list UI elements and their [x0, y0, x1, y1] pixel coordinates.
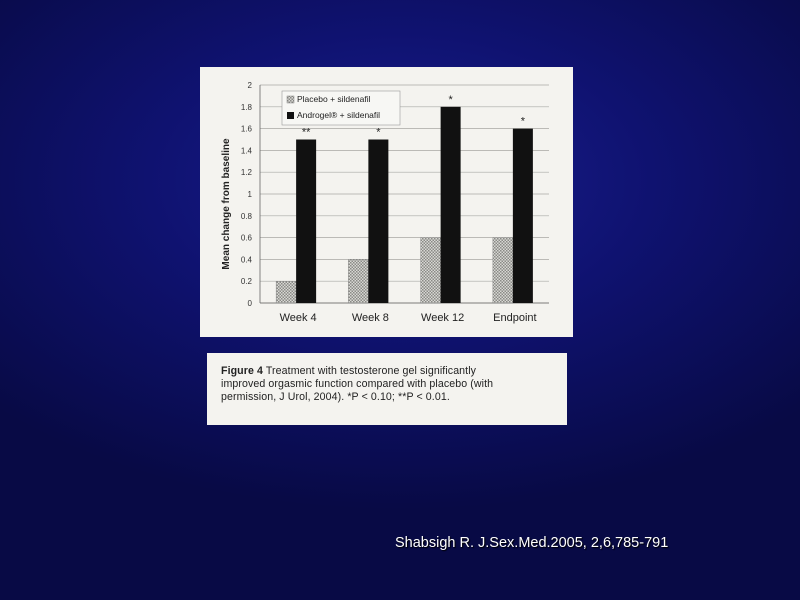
bar-chart [200, 67, 573, 337]
significance-label: * [520, 115, 526, 128]
bar-androgel [513, 129, 533, 303]
y-tick-label: 0.8 [240, 211, 252, 221]
caption-figure-label: Figure 4 [221, 365, 264, 377]
bar-placebo [276, 281, 296, 303]
y-axis-label: Mean change from baseline [221, 138, 232, 270]
x-category-label: Week 4 [279, 312, 317, 324]
bar-placebo [493, 238, 513, 303]
bar-androgel [296, 140, 316, 304]
y-tick-label: 1.6 [240, 124, 252, 134]
legend-label-androgel: Androgel® + sildenafil [297, 110, 381, 120]
chart-panel [200, 67, 573, 337]
legend-swatch-androgel [287, 112, 294, 119]
significance-label: ** [301, 126, 311, 139]
bar-androgel [368, 140, 388, 304]
caption-line-1: Treatment with testosterone gel significantly [265, 365, 477, 377]
figure-caption [207, 353, 567, 425]
y-tick-label: 2 [247, 81, 252, 90]
x-category-label: Week 8 [351, 312, 389, 324]
citation-text: Shabsigh R. J.Sex.Med.2005, 2,6,785-791 [395, 535, 669, 551]
legend-label-placebo: Placebo + sildenafil [297, 94, 371, 104]
bar-placebo [348, 259, 368, 303]
y-tick-label: 1 [247, 190, 252, 199]
y-tick-label: 0.2 [240, 277, 252, 287]
y-tick-label: 1.4 [240, 146, 252, 156]
y-tick-label: 0.4 [240, 255, 252, 265]
x-category-label: Week 12 [421, 312, 465, 324]
y-tick-label: 0.6 [240, 233, 252, 243]
bar-androgel [441, 107, 461, 303]
caption-line-2: improved orgasmic function compared with placebo (with [221, 378, 494, 390]
significance-label: * [448, 93, 453, 106]
caption-line-3: permission, J Urol, 2004). *P < 0.10; **P < 0.01. [221, 391, 450, 403]
y-tick-label: 1.2 [240, 168, 252, 178]
x-category-label: Endpoint [493, 312, 537, 324]
y-tick-label: 0 [247, 299, 252, 308]
bar-placebo [421, 238, 441, 303]
legend-swatch-placebo [287, 96, 294, 103]
y-tick-label: 1.8 [240, 102, 252, 112]
significance-label: * [376, 126, 381, 139]
